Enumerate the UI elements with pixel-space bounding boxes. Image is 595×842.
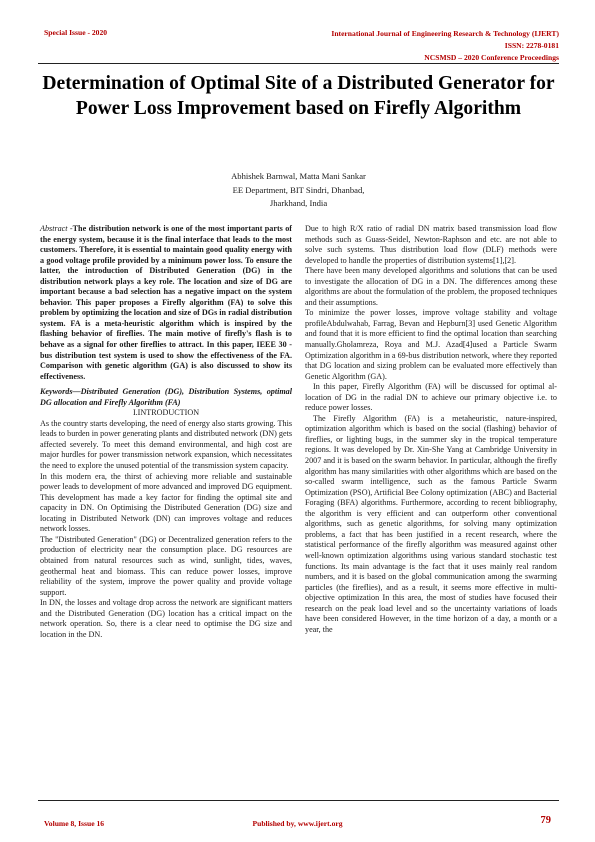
author-affiliation: EE Department, BIT Sindri, Dhanbad, (232, 184, 365, 195)
abstract (40, 224, 292, 382)
footer-volume: Volume 8, Issue 16 (44, 819, 105, 828)
paragraph: The "Distributed Generation" (DG) or Decentralized generation refers to the production of electricity near the consumption place. DG resources are obtained from natural resources such as wind, sunlight, tides, waves, geothermal heat and biomass. This can reduce power losses, improve reliability of the system, improve the power quality and provide voltage support. (40, 534, 292, 597)
paper-title: Determination of Optimal Site of a Distributed Generator for Power Loss Improvement based on Firefly Algorithm (42, 73, 555, 119)
issn: ISSN: 2278-0181 (504, 41, 559, 50)
author-names: Abhishek Barnwal, Matta Mani Sankar (231, 171, 366, 181)
paragraph: The Firefly Algorithm (FA) is a metaheuristic, nature-inspired, optimization algorithm which is based on the social (flashing) behavior of fireflies, or lighting bugs, in the summer sky in the tropical temperature regions. It was developed by Dr. Xin-She Yang at Cambridge University in 2007 and it is based on the swarm behavior. In particular, although the firefly algorithm has many similarities with other algorithms which are based on the so-called swarm intelligence, such as the famous Particle Swarm Optimization (PSO), Artificial Bee Colony optimization (ABC) and Bacterial Foraging (BFA) algorithms. Furthermore, according to recent bibliography, the algorithm is very efficient and can outperform other conventional algorithms, such as genetic algorithms, for solving many optimization problems, a fact that has been justified in a recent research, where the statistical performance of the firefly algorithm was measured against other well-known optimization algorithms using various standard stochastic test functions. Its main advantage is the fact that it uses mainly real random numbers, and it is based on the global communication among the swarming particles (the fireflies), and as a result, it seems more effective in multi-objective optimization In this area, the most of studies have focused their research on the peak load level and so the uncertainty variations of loads have been considered However, in the time horizon of a day, a month or a year, the (305, 413, 557, 634)
paragraph: In this modern era, the thirst of achieving more reliable and sustainable power leads to development of more advanced and improved DG equipment. This development has made a key factor for finding the optimal site and capacity in DN. On Optimising the Distributed Generation (DG) size and locating in Distributed Network (DN) can improves voltage and reduces network losses. (40, 471, 292, 534)
conference-name: NCSMSD – 2020 Conference Proceedings (424, 53, 559, 62)
header-rule (38, 63, 559, 64)
paragraph: There have been many developed algorithms and solutions that can be used to investigate the allocation of DG in a DN. The differences among these algorithms are about the formulation of the problem, the proposed techniques and their assumptions. (305, 266, 557, 307)
paragraph: In DN, the losses and voltage drop across the network are significant matters and the Distributed Generation (DG) location has a critical impact on the network operation. So, there is a clear need to optimise the DG size and location in the DN. (40, 598, 292, 639)
paragraph: In this paper, Firefly Algorithm (FA) will be discussed for optimal al- location of DG in the radial DN to achieve our primary objective i.e. to reduce power losses. (305, 382, 557, 413)
author-location: Jharkhand, India (269, 198, 328, 208)
author-block (38, 170, 559, 211)
paragraph: As the country starts developing, the need of energy also starts growing. This leads to burden in power generating plants and distributed network (DN) gets affected severely. To meet this demand environmental, and high cost are major hurdles for power transmission network expansion, which necessitates the need to explore the unused potential of the transmission system capacity. (40, 418, 292, 471)
footer-rule (38, 800, 559, 801)
section-heading-introduction: I.INTRODUCTION (132, 408, 200, 418)
right-column (305, 224, 557, 635)
left-column (40, 224, 292, 640)
journal-name: International Journal of Engineering Research & Technology (IJERT) (331, 29, 559, 38)
abstract-text: The distribution network is one of the most important parts of the energy system, because it is the final interface that leads to the most customers. Therefore, it is essential to maintain good quality energy with a good voltage profile provided by a minimum power loss. To ensure the latter, the introduction of Distributed Generation (DG) in the distribution network plays a key role. The location and size of DG are important because a bad selection has a negative impact on the system behavior. This paper proposes a Firefly algorithm (FA) to solve this problem by optimizing the location and size of DGs in radial distribution system. FA is a meta-heuristic algorithm which is inspired by the flashing behavior of fireflies. The main motive of firefly's flash is to behave as a signal for other fireflies to attract. In this paper, IEEE 30 -bus distribution test system is used to show the effectiveness of the FA. Comparison with genetic algorithm (GA) is also discussed to show its effectiveness. (40, 224, 292, 381)
page-number: 79 (540, 815, 551, 826)
paragraph: Due to high R/X ratio of radial DN matrix based transmission load flow methods such as Guass-Seidel, Newton-Raphson and etc. are not able to solve such systems. Thus distribution load flow (DLF) methods were developed to handle the properties of distribution systems[1],[2]. (305, 224, 557, 265)
header-special-issue: Special Issue - 2020 (44, 28, 108, 37)
keywords: Keywords—Distributed Generation (DG), Distribution Systems, optimal DG allocation and Firefly Algorithm (FA) (40, 387, 292, 407)
paragraph: To minimize the power losses, improve voltage stability and voltage profileAbdulwahab, Farrag, Bevan and Hepburn[3] used Genetic Algorithm and found that it is more efficient to find the optimal location than searching manually.Gholamreza, Roya and M.J. Azad[4]used a Particle Swarm Optimization algorithm in a 69-bus distribution network, where they reported that DG location and sizing problem can be evaluated more effectively than Genetic Algorithm (GA). (305, 308, 557, 381)
footer-publisher: Published by, www.ijert.org (252, 819, 343, 828)
abstract-label: Abstract - (40, 224, 73, 233)
header-journal-info (331, 28, 559, 64)
